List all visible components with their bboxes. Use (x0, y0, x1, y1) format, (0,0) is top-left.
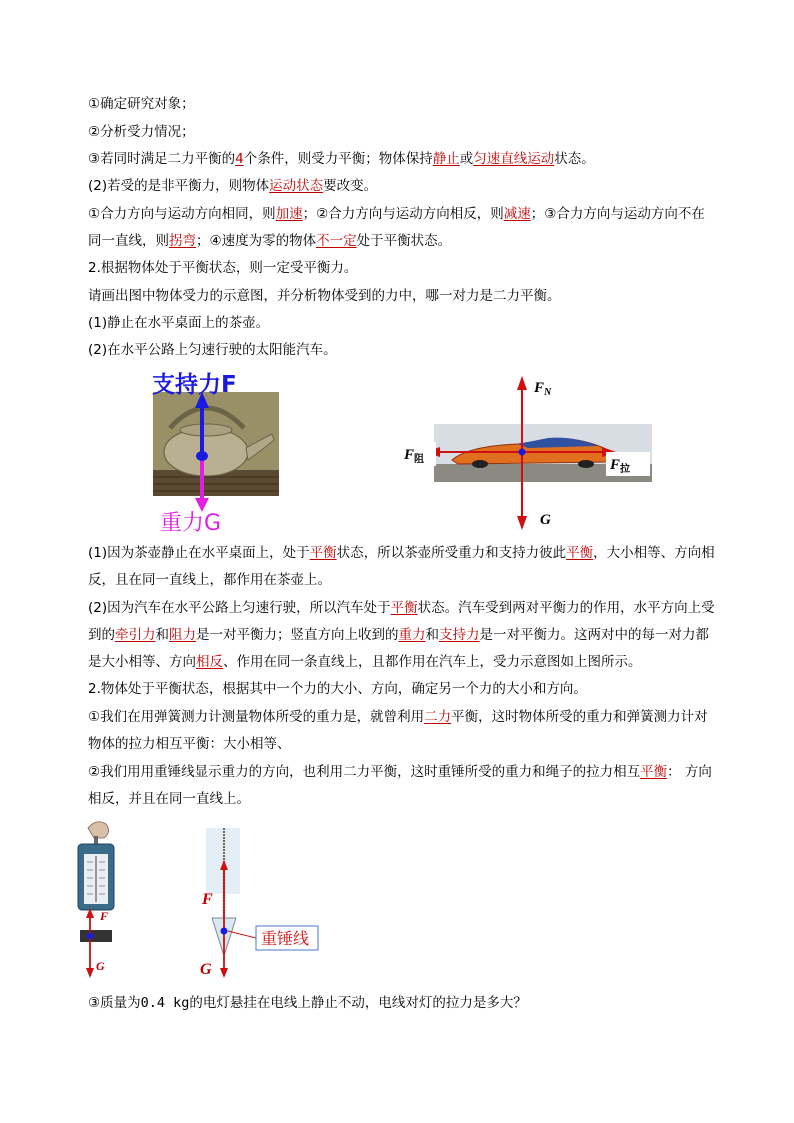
text: 到的 (88, 627, 115, 643)
answer-blank: 相反 (196, 654, 223, 670)
answer-blank: 牵引力 (115, 627, 156, 643)
text: ，大小相等、方向相 (593, 545, 715, 561)
bob-center-dot (221, 928, 228, 935)
center-of-mass-dot (196, 451, 208, 461)
gravity-force-label: 重力G (160, 511, 222, 535)
step-2: ②分析受力情况； (88, 124, 195, 140)
text: 要改变。 (323, 178, 378, 194)
scale-line-2: 物体的拉力相互平衡：大小相等、 (88, 736, 291, 752)
scale-g-arrowhead (86, 968, 94, 978)
plumb-line-figure (198, 828, 322, 978)
answer-1-line-2: 反，且在同一直线上，都作用在茶壶上。 (88, 572, 331, 588)
item-teapot: (1)静止在水平桌面上的茶壶。 (88, 315, 270, 331)
answer-blank: 匀速直线运动 (473, 151, 555, 167)
text: ；③合力方向与运动方向不在 (530, 206, 705, 222)
text: 、作用在同一条直线上，且都作用在汽车上，受力示意图如上图所示。 (223, 654, 642, 670)
text: ③质量为 (88, 995, 141, 1011)
text: 平衡，这时物体所受的重力和弹簧测力计对 (451, 709, 708, 725)
g-label: G (540, 512, 551, 528)
item-car: (2)在水平公路上匀速行驶的太阳能汽车。 (88, 342, 337, 358)
support-force-label: 支持力F (152, 372, 237, 398)
answer-2-line-2 (88, 625, 709, 645)
answer-blank: 加速 (275, 206, 303, 222)
answer-blank: 阻力 (169, 627, 196, 643)
text: 个条件，则受力平衡；物体保持 (243, 151, 433, 167)
text: ；②合力方向与运动方向相反，则 (302, 206, 504, 222)
answer-1-line-1 (88, 543, 715, 563)
text: 处于平衡状态。 (356, 233, 452, 249)
section-2b-heading: 2.物体处于平衡状态，根据其中一个力的大小、方向，确定另一个力的大小和方向。 (88, 681, 587, 697)
text: 状态，所以茶壶所受重力和支持力彼此 (336, 545, 567, 561)
text: ①我们在用弹簧测力计测量物体所受的重力是，就曾利用 (88, 709, 425, 725)
plumb-callout-label: 重锤线 (261, 929, 310, 948)
question-3 (88, 993, 527, 1013)
answer-blank: 4 (235, 151, 244, 167)
plumb-g-arrowhead (220, 968, 228, 978)
answer-blank: 支持力 (439, 627, 480, 643)
text: 同一直线，则 (88, 233, 169, 249)
question-prompt: 请画出图中物体受力的示意图，并分析物体受到的力中，哪一对力是二力平衡。 (88, 288, 561, 304)
text: 状态。 (554, 151, 595, 167)
answer-blank: 运动状态 (269, 178, 324, 194)
answer-2-line-3 (88, 652, 642, 672)
g-arrowhead (517, 516, 527, 530)
hand (88, 822, 109, 838)
text: ： 方向 (667, 764, 712, 780)
answer-blank: 平衡 (640, 764, 668, 780)
weight-center-dot (87, 933, 93, 939)
answer-blank: 静止 (432, 151, 460, 167)
text: 或 (459, 151, 474, 167)
text: ③若同时满足二力平衡的 (88, 151, 236, 167)
teapot-figure (148, 370, 283, 535)
answer-blank: 平衡 (566, 545, 594, 561)
weight (80, 930, 112, 942)
text: ②我们用用重锤线显示重力的方向，也利用二力平衡，这时重锤所受的重力和绳子的拉力相互 (88, 764, 641, 780)
step-3 (88, 149, 595, 169)
text: 和 (155, 627, 169, 643)
callout-pointer (228, 931, 256, 938)
answer-blank: 平衡 (390, 600, 418, 616)
plumb-g-label: G (200, 961, 212, 978)
plumb-line-1 (88, 762, 712, 782)
f-resist-label: $F_阻$ (404, 447, 425, 465)
answer-blank: 减速 (503, 206, 531, 222)
cases-line-1 (88, 204, 705, 224)
scale-line-1 (88, 707, 708, 727)
gravity-arrowhead (195, 498, 209, 512)
step-1: ①确定研究对象； (88, 96, 195, 112)
text: (2)因为汽车在水平公路上匀速行驶，所以汽车处于 (88, 600, 391, 616)
answer-blank: 二力 (424, 709, 452, 725)
answer-blank: 平衡 (309, 545, 337, 561)
answer-blank: 不一定 (316, 233, 357, 249)
answer-blank: 重力 (398, 627, 426, 643)
text: ；④速度为零的物体 (196, 233, 317, 249)
plumb-f-label: F (202, 891, 213, 908)
answer-2-line-1 (88, 598, 715, 618)
f-pull-label: $F_拉$ (610, 457, 631, 475)
spring-scale-figure (66, 818, 128, 980)
mass-value: 0.4 kg (140, 995, 190, 1011)
plumb-line-2: 相反，并且在同一直线上。 (88, 791, 250, 807)
scale-g-label: G (96, 959, 105, 973)
fn-arrowhead (517, 376, 527, 390)
answer-blank: 拐弯 (169, 233, 196, 249)
text: 是大小相等、方向 (88, 654, 196, 670)
text: 和 (425, 627, 439, 643)
text: 的电灯悬挂在电线上静止不动，电线对灯的拉力是多大？ (189, 995, 527, 1011)
fn-label: $F_N$ (534, 380, 552, 398)
text: (2)若受的是非平衡力，则物体 (88, 178, 270, 194)
section-2-heading: 2.根据物体处于平衡状态，则一定受平衡力。 (88, 260, 358, 276)
unbalanced-force (88, 176, 377, 196)
scale-f-label: F (100, 909, 109, 923)
text: ①合力方向与运动方向相同，则 (88, 206, 276, 222)
text: 是一对平衡力。这两对中的每一对力都 (479, 627, 709, 643)
cases-line-2 (88, 231, 451, 251)
text: 状态。汽车受到两对平衡力的作用，水平方向上受 (417, 600, 715, 616)
text: 是一对平衡力；竖直方向上收到的 (196, 627, 399, 643)
car-center-dot (519, 449, 526, 456)
solar-car-figure (398, 372, 660, 532)
text: (1)因为茶壶静止在水平桌面上，处于 (88, 545, 310, 561)
